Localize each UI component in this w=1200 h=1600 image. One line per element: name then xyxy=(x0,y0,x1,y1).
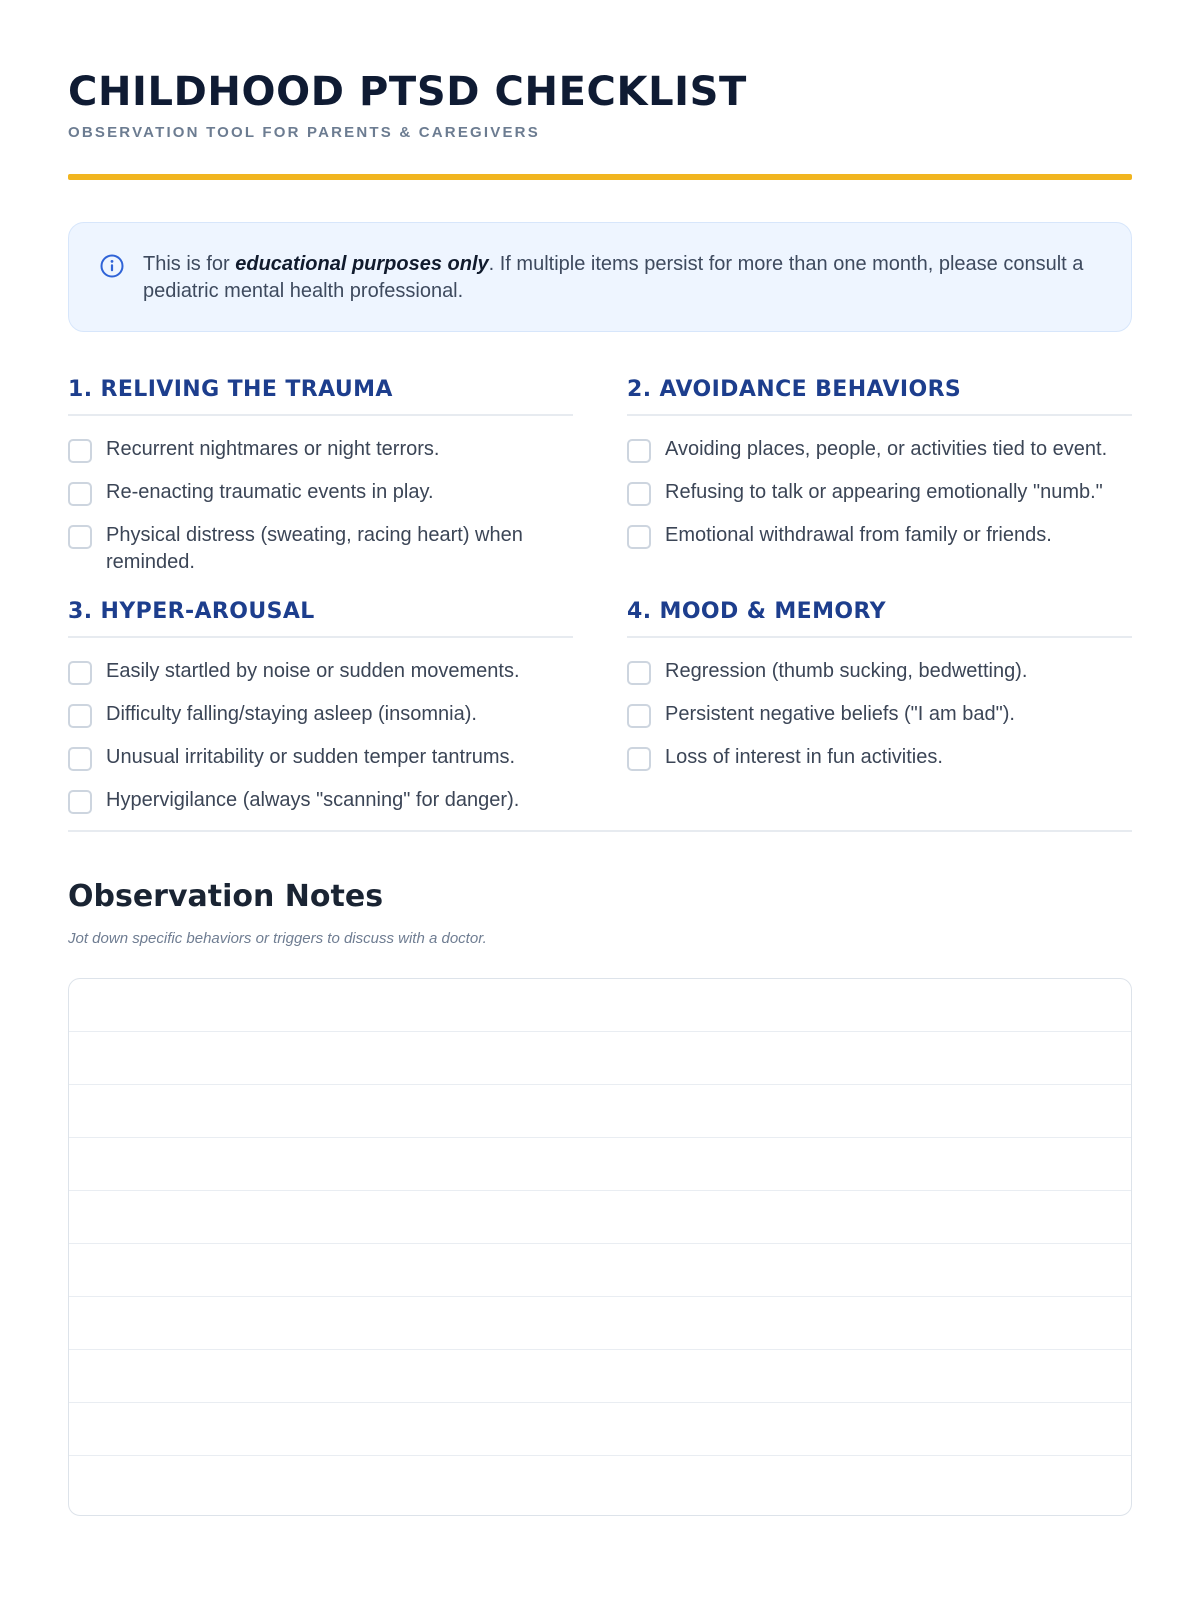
checklist-sections xyxy=(68,376,1132,814)
checkbox[interactable] xyxy=(68,525,92,549)
checklist-item-label: Persistent negative beliefs ("I am bad"). xyxy=(665,703,1015,725)
checkbox[interactable] xyxy=(68,790,92,814)
notes-line[interactable] xyxy=(69,1403,1131,1456)
checkbox[interactable] xyxy=(627,747,651,771)
checklist-item[interactable] xyxy=(68,658,573,685)
checkbox[interactable] xyxy=(627,439,651,463)
section-mood-memory xyxy=(627,598,1132,814)
header-accent-rule xyxy=(68,174,1132,180)
section-title-reliving-trauma: 1. RELIVING THE TRAUMA xyxy=(68,376,573,416)
notes-line[interactable] xyxy=(69,1244,1131,1297)
notice-emphasis: educational purposes only xyxy=(235,253,489,275)
checklist-item[interactable] xyxy=(68,522,573,576)
checklist-item[interactable] xyxy=(627,701,1132,728)
checkbox[interactable] xyxy=(68,661,92,685)
checklist-item[interactable] xyxy=(68,744,573,771)
notes-line[interactable] xyxy=(69,1032,1131,1085)
checkbox[interactable] xyxy=(627,482,651,506)
observation-notes-area[interactable] xyxy=(68,978,1132,1516)
checkbox[interactable] xyxy=(68,439,92,463)
notes-line[interactable] xyxy=(69,1456,1131,1513)
educational-notice-text xyxy=(143,251,1091,305)
info-icon xyxy=(99,253,125,279)
checklist-hyper-arousal xyxy=(68,658,573,814)
checklist-item[interactable] xyxy=(68,479,573,506)
notes-title: Observation Notes xyxy=(68,879,384,914)
checklist-item-label: Unusual irritability or sudden temper tantrums. xyxy=(106,746,516,768)
section-reliving-trauma xyxy=(68,376,573,576)
checklist-item-label: Easily startled by noise or sudden movements. xyxy=(106,660,520,682)
checklist-item[interactable] xyxy=(627,436,1132,463)
notes-divider xyxy=(68,830,1132,832)
checkbox[interactable] xyxy=(68,482,92,506)
checklist-item-label: Avoiding places, people, or activities tied to event. xyxy=(665,438,1108,460)
notice-text-before: This is for xyxy=(143,253,236,275)
checklist-item[interactable] xyxy=(627,658,1132,685)
educational-notice xyxy=(68,222,1132,332)
checklist-reliving-trauma xyxy=(68,436,573,576)
checklist-item-label: Emotional withdrawal from family or friends. xyxy=(665,524,1052,546)
section-title-avoidance-behaviors: 2. AVOIDANCE BEHAVIORS xyxy=(627,376,1132,416)
notes-help-text: Jot down specific behaviors or triggers to discuss with a doctor. xyxy=(68,930,487,947)
checklist-item[interactable] xyxy=(68,436,573,463)
checklist-item-label: Hypervigilance (always "scanning" for danger). xyxy=(106,789,520,811)
checkbox[interactable] xyxy=(68,747,92,771)
notice-text-after: . If multiple items persist for more than one month, please consult a pediatric mental health professional. xyxy=(143,253,1084,302)
notes-line[interactable] xyxy=(69,1297,1131,1350)
section-hyper-arousal xyxy=(68,598,573,814)
section-avoidance-behaviors xyxy=(627,376,1132,576)
checklist-item[interactable] xyxy=(68,787,573,814)
checklist-item-label: Re-enacting traumatic events in play. xyxy=(106,481,434,503)
checklist-item-label: Difficulty falling/staying asleep (insomnia). xyxy=(106,703,477,725)
notes-line[interactable] xyxy=(69,979,1131,1032)
section-title-hyper-arousal: 3. HYPER-AROUSAL xyxy=(68,598,573,638)
notes-line[interactable] xyxy=(69,1085,1131,1138)
page-title: CHILDHOOD PTSD CHECKLIST xyxy=(68,69,747,115)
checklist-item-label: Physical distress (sweating, racing heart) when reminded. xyxy=(106,524,523,573)
checkbox[interactable] xyxy=(68,704,92,728)
notes-line[interactable] xyxy=(69,1191,1131,1244)
checklist-mood-memory xyxy=(627,658,1132,771)
section-title-mood-memory: 4. MOOD & MEMORY xyxy=(627,598,1132,638)
checklist-item-label: Loss of interest in fun activities. xyxy=(665,746,943,768)
checklist-item-label: Recurrent nightmares or night terrors. xyxy=(106,438,440,460)
checkbox[interactable] xyxy=(627,704,651,728)
page-subtitle: OBSERVATION TOOL FOR PARENTS & CAREGIVERS xyxy=(68,124,540,141)
notes-line[interactable] xyxy=(69,1138,1131,1191)
checklist-item[interactable] xyxy=(68,701,573,728)
checklist-avoidance-behaviors xyxy=(627,436,1132,549)
notes-line[interactable] xyxy=(69,1350,1131,1403)
checklist-item[interactable] xyxy=(627,522,1132,549)
checklist-item[interactable] xyxy=(627,744,1132,771)
checklist-item-label: Refusing to talk or appearing emotionally "numb." xyxy=(665,481,1103,503)
checklist-item[interactable] xyxy=(627,479,1132,506)
checkbox[interactable] xyxy=(627,525,651,549)
checkbox[interactable] xyxy=(627,661,651,685)
checklist-item-label: Regression (thumb sucking, bedwetting). xyxy=(665,660,1028,682)
